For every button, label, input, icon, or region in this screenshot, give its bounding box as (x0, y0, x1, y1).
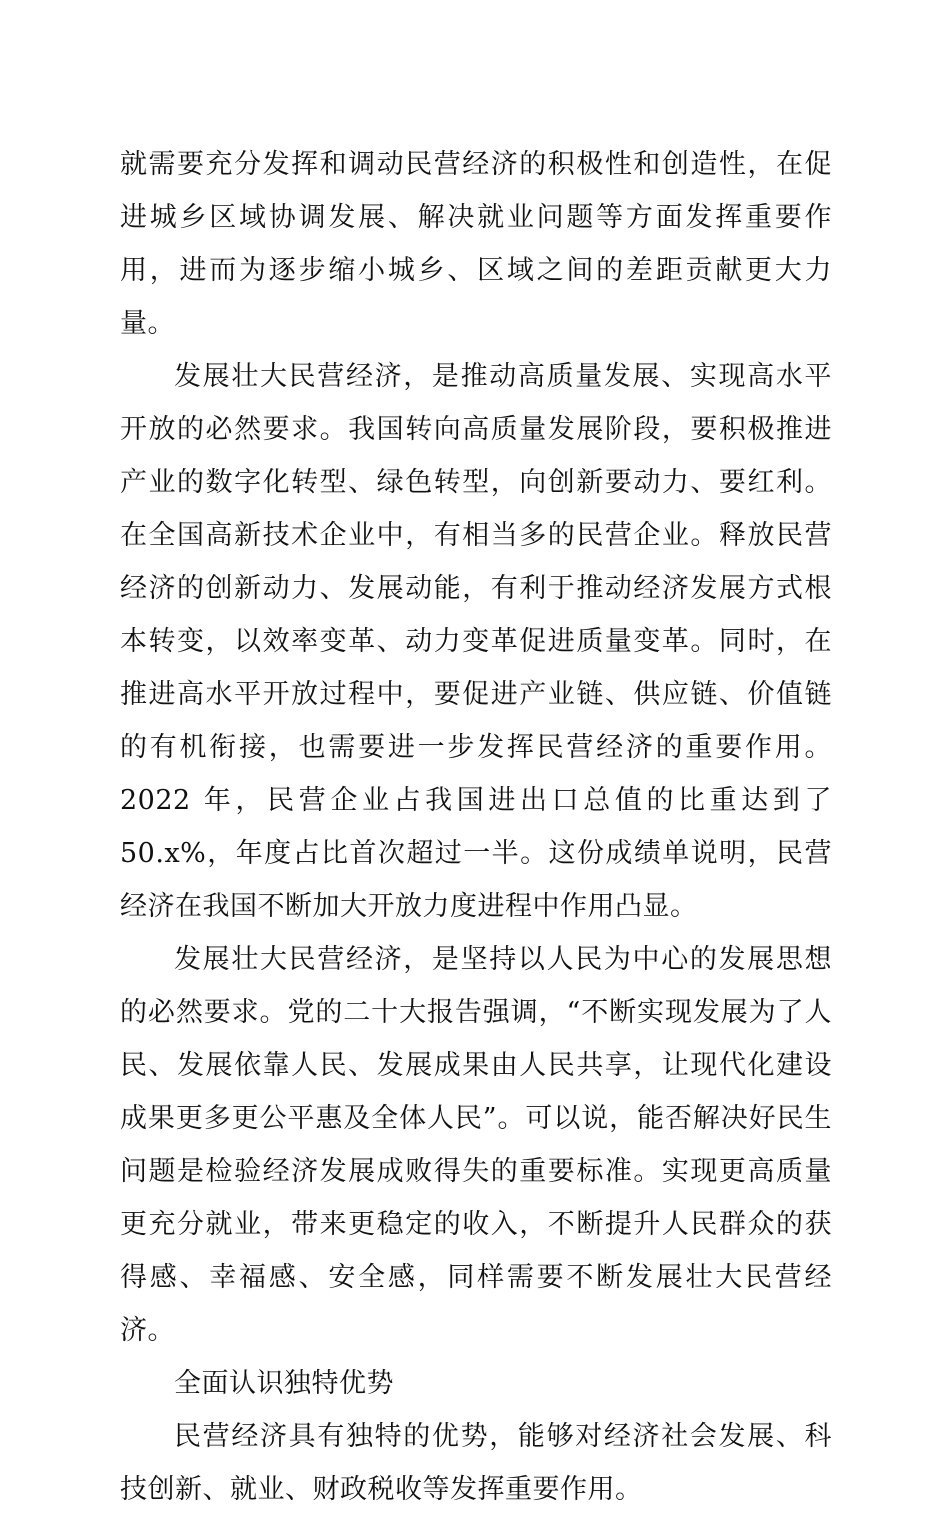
paragraph-continuation: 就需要充分发挥和调动民营经济的积极性和创造性，在促进城乡区域协调发展、解决就业问题等方面发挥重要作用，进而为逐步缩小城乡、区域之间的差距贡献更大力量。 (120, 149, 832, 339)
document-body (120, 138, 832, 1516)
paragraph-high-quality-development: 发展壮大民营经济，是推动高质量发展、实现高水平开放的必然要求。我国转向高质量发展阶段，要积极推进产业的数字化转型、绿色转型，向创新要动力、要红利。在全国高新技术企业中，有相当多的民营企业。释放民营经济的创新动力、发展动能，有利于推动经济发展方式根本转变，以效率变革、动力变革促进质量变革。同时，在推进高水平开放过程中，要促进产业链、供应链、价值链的有机衔接，也需要进一步发挥民营经济的重要作用。2022 年，民营企业占我国进出口总值的比重达到了 50.x%，年度占比首次超过一半。这份成绩单说明，民营经济在我国不断加大开放力度进程中作用凸显。 (120, 361, 832, 922)
paragraph-unique-advantages: 民营经济具有独特的优势，能够对经济社会发展、科技创新、就业、财政税收等发挥重要作用。 (120, 1421, 832, 1505)
section-heading: 全面认识独特优势 (174, 1368, 394, 1399)
paragraph-people-centered: 发展壮大民营经济，是坚持以人民为中心的发展思想的必然要求。党的二十大报告强调，“不断实现发展为了人民、发展依靠人民、发展成果由人民共享，让现代化建设成果更多更公平惠及全体人民”。可以说，能否解决好民生问题是检验经济发展成败得失的重要标准。实现更高质量更充分就业，带来更稳定的收入，不断提升人民群众的获得感、幸福感、安全感，同样需要不断发展壮大民营经济。 (120, 944, 832, 1346)
